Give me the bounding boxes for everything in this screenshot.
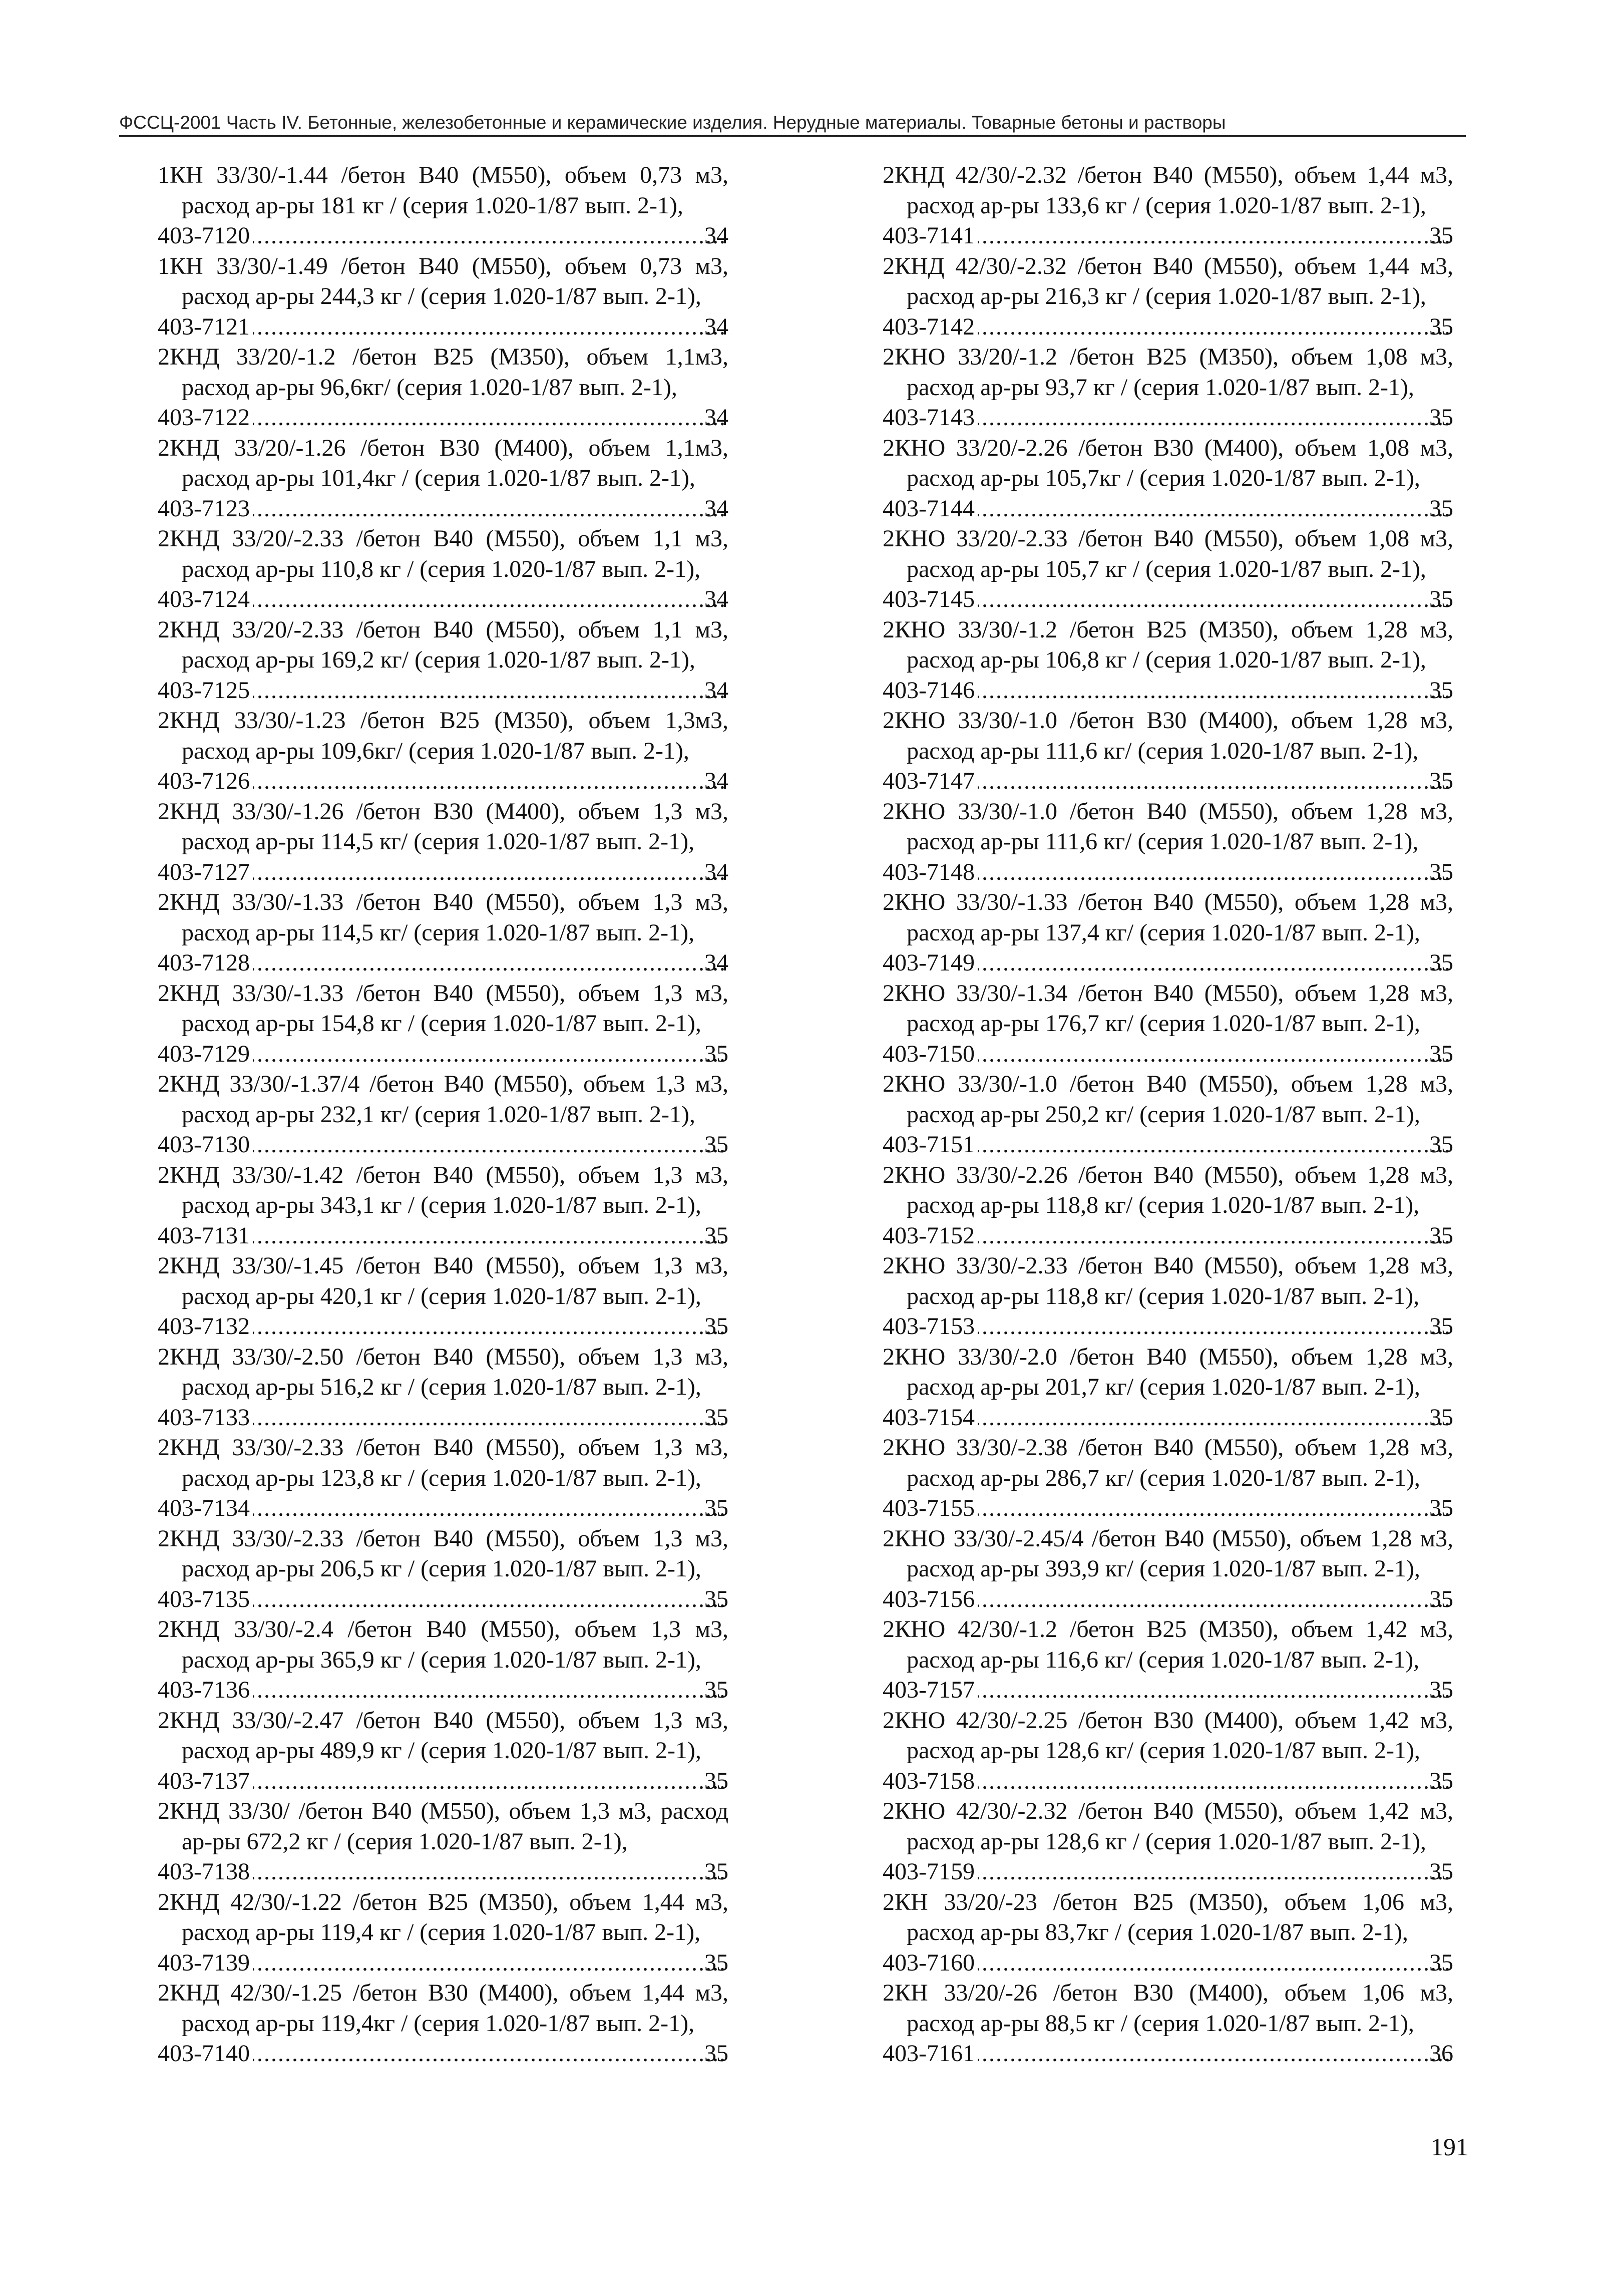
index-entry — [158, 797, 728, 888]
leader-dots — [978, 1675, 1450, 1706]
entry-code: 403-7142 — [883, 313, 975, 340]
entry-tail: 403-7128 ..... 34 — [182, 948, 728, 978]
leader-dots — [253, 312, 725, 343]
entry-tail: 403-7140 ..... 35 — [182, 2039, 728, 2069]
index-entry — [158, 1433, 728, 1524]
entry-text: 2КНО 33/30/-2.38 /бетон В40 (М550), объем 1,28 м3, расход ар-ры 286,7 кг/ (серия 1.020-1/87 вып. 2-1), — [883, 1434, 1453, 1491]
entry-tail: 403-7155 ..... 35 — [907, 1493, 1453, 1524]
entry-code: 403-7131 — [158, 1222, 250, 1249]
entry-tail: 403-7159 ..... 35 — [907, 1857, 1453, 1887]
leader-dots — [253, 948, 725, 978]
entry-code: 403-7151 — [883, 1131, 975, 1158]
entry-code: 403-7153 — [883, 1313, 975, 1340]
entry-tail: 403-7161 ..... 36 — [907, 2039, 1453, 2069]
entry-text: 2КНО 33/30/-1.33 /бетон В40 (М550), объем 1,28 м3, расход ар-ры 137,4 кг/ (серия 1.020-1/87 вып. 2-1), — [883, 889, 1453, 946]
entry-code: 403-7148 — [883, 858, 975, 885]
entry-text: 2КНО 42/30/-2.25 /бетон В30 (М400), объем 1,42 м3, расход ар-ры 128,6 кг/ (серия 1.020-1/87 вып. 2-1), — [883, 1707, 1453, 1764]
index-entry — [158, 1524, 728, 1615]
entry-text: 2КНД 42/30/-2.32 /бетон В40 (М550), объем 1,44 м3, расход ар-ры 133,6 кг / (серия 1.020-1/87 вып. 2-1), — [883, 162, 1453, 219]
leader-dots — [253, 2039, 725, 2069]
entry-tail: 403-7137 ..... 35 — [182, 1766, 728, 1797]
entry-text: 2КНО 33/30/-1.0 /бетон В40 (М550), объем 1,28 м3, расход ар-ры 250,2 кг/ (серия 1.020-1/87 вып. 2-1), — [883, 1071, 1453, 1128]
entry-text: 2КНД 33/30/-2.4 /бетон В40 (М550), объем 1,3 м3, расход ар-ры 365,9 кг / (серия 1.020-1/87 вып. 2-1), — [158, 1616, 728, 1673]
leader-dots — [978, 1948, 1450, 1979]
entry-code: 403-7156 — [883, 1585, 975, 1612]
leader-dots — [978, 1766, 1450, 1797]
index-entry — [883, 797, 1453, 888]
left-column — [158, 160, 728, 2069]
entry-code: 403-7150 — [883, 1040, 975, 1067]
leader-dots — [978, 1039, 1450, 1070]
entry-tail: 403-7147 ..... 35 — [907, 766, 1453, 797]
entry-code: 403-7130 — [158, 1131, 250, 1158]
entry-text: 1КН 33/30/-1.44 /бетон В40 (М550), объем 0,73 м3, расход ар-ры 181 кг / (серия 1.020-1/87 вып. 2-1), — [158, 162, 728, 219]
entry-tail: 403-7126 ..... 34 — [182, 766, 728, 797]
index-entry — [883, 1342, 1453, 1433]
entry-code: 403-7143 — [883, 404, 975, 431]
entry-text: 2КНД 33/30/-1.23 /бетон В25 (М350), объем 1,3м3, расход ар-ры 109,6кг/ (серия 1.020-1/87 вып. 2-1), — [158, 707, 728, 764]
entry-tail: 403-7148 ..... 35 — [907, 857, 1453, 888]
entry-text: 2КНО 33/30/-1.34 /бетон В40 (М550), объем 1,28 м3, расход ар-ры 176,7 кг/ (серия 1.020-1/87 вып. 2-1), — [883, 979, 1453, 1037]
leader-dots — [253, 1130, 725, 1160]
entry-code: 403-7147 — [883, 768, 975, 794]
leader-dots — [253, 766, 725, 797]
index-entry — [158, 160, 728, 251]
index-entry — [158, 1706, 728, 1797]
entry-tail: 403-7152 ..... 35 — [907, 1221, 1453, 1251]
entry-code: 403-7141 — [883, 222, 975, 249]
entry-tail: 403-7146 ..... 35 — [907, 676, 1453, 706]
entry-tail: 403-7158 ..... 35 — [907, 1766, 1453, 1797]
entry-text: 2КНД 33/30/-2.47 /бетон В40 (М550), объем 1,3 м3, расход ар-ры 489,9 кг / (серия 1.020-1/87 вып. 2-1), — [158, 1707, 728, 1764]
entry-tail: 403-7121 ..... 34 — [182, 312, 728, 343]
entry-tail: 403-7124 ..... 34 — [182, 584, 728, 615]
leader-dots — [978, 1130, 1450, 1160]
index-entry — [158, 1069, 728, 1160]
leader-dots — [978, 766, 1450, 797]
entry-text: 2КНД 33/30/ /бетон В40 (М550), объем 1,3 м3, расход ар-ры 672,2 кг / (серия 1.020-1/87 вып. 2-1), — [158, 1798, 728, 1855]
index-entry — [883, 1978, 1453, 2069]
index-entry — [158, 433, 728, 524]
entry-tail: 403-7120 ..... 34 — [182, 221, 728, 251]
entry-text: 1КН 33/30/-1.49 /бетон В40 (М550), объем 0,73 м3, расход ар-ры 244,3 кг / (серия 1.020-1/87 вып. 2-1), — [158, 252, 728, 309]
index-entry — [158, 251, 728, 343]
right-column — [883, 160, 1453, 2069]
entry-tail: 403-7141 ..... 35 — [907, 221, 1453, 251]
leader-dots — [253, 1221, 725, 1251]
entry-code: 403-7159 — [883, 1858, 975, 1885]
entry-code: 403-7122 — [158, 404, 250, 431]
entry-code: 403-7149 — [883, 949, 975, 976]
entry-text: 2КНД 33/30/-1.45 /бетон В40 (М550), объем 1,3 м3, расход ар-ры 420,1 кг / (серия 1.020-1/87 вып. 2-1), — [158, 1252, 728, 1309]
entry-code: 403-7121 — [158, 313, 250, 340]
index-entry — [158, 524, 728, 615]
entry-tail: 403-7142 ..... 35 — [907, 312, 1453, 343]
leader-dots — [978, 1584, 1450, 1615]
entry-text: 2КНД 33/20/-1.26 /бетон В30 (М400), объем 1,1м3, расход ар-ры 101,4кг / (серия 1.020-1/87 вып. 2-1), — [158, 434, 728, 491]
index-entry — [883, 706, 1453, 797]
index-entry — [158, 342, 728, 433]
entry-tail: 403-7134 ..... 35 — [182, 1493, 728, 1524]
leader-dots — [253, 1493, 725, 1524]
entry-code: 403-7144 — [883, 495, 975, 522]
entry-text: 2КНД 42/30/-2.32 /бетон В40 (М550), объем 1,44 м3, расход ар-ры 216,3 кг / (серия 1.020-1/87 вып. 2-1), — [883, 252, 1453, 309]
entry-text: 2КНД 33/20/-2.33 /бетон В40 (М550), объем 1,1 м3, расход ар-ры 110,8 кг / (серия 1.020-1/87 вып. 2-1), — [158, 525, 728, 582]
index-entry — [158, 1160, 728, 1251]
entry-code: 403-7155 — [883, 1495, 975, 1521]
index-entry — [158, 706, 728, 797]
entry-text: 2КНД 33/30/-2.33 /бетон В40 (М550), объем 1,3 м3, расход ар-ры 123,8 кг / (серия 1.020-1/87 вып. 2-1), — [158, 1434, 728, 1491]
index-entry — [883, 887, 1453, 978]
leader-dots — [978, 676, 1450, 706]
leader-dots — [978, 1311, 1450, 1342]
index-entry — [883, 342, 1453, 433]
index-entry — [883, 251, 1453, 343]
index-entry — [883, 1069, 1453, 1160]
entry-tail: 403-7154 ..... 35 — [907, 1403, 1453, 1433]
entry-text: 2КНД 33/30/-2.33 /бетон В40 (М550), объем 1,3 м3, расход ар-ры 206,5 кг / (серия 1.020-1/87 вып. 2-1), — [158, 1525, 728, 1582]
entry-code: 403-7154 — [883, 1404, 975, 1431]
entry-code: 403-7123 — [158, 495, 250, 522]
entry-text: 2КНД 33/20/-1.2 /бетон В25 (М350), объем 1,1м3, расход ар-ры 96,6кг/ (серия 1.020-1/87 вып. 2-1), — [158, 344, 728, 401]
entry-code: 403-7145 — [883, 586, 975, 612]
entry-code: 403-7132 — [158, 1313, 250, 1340]
leader-dots — [253, 1311, 725, 1342]
entry-code: 403-7135 — [158, 1585, 250, 1612]
index-entry — [883, 433, 1453, 524]
entry-text: 2КН 33/20/-23 /бетон В25 (М350), объем 1,06 м3, расход ар-ры 83,7кг / (серия 1.020-1/87 вып. 2-1), — [883, 1888, 1453, 1945]
index-entry — [158, 1887, 728, 1979]
entry-tail: 403-7149 ..... 35 — [907, 948, 1453, 978]
entry-tail: 403-7153 ..... 35 — [907, 1311, 1453, 1342]
entry-code: 403-7160 — [883, 1949, 975, 1976]
entry-tail: 403-7139 ..... 35 — [182, 1948, 728, 1979]
entry-tail: 403-7123 ..... 34 — [182, 494, 728, 524]
entry-code: 403-7134 — [158, 1495, 250, 1521]
index-entry — [158, 1342, 728, 1433]
index-entry — [158, 978, 728, 1070]
entry-tail: 403-7133 ..... 35 — [182, 1403, 728, 1433]
entry-text: 2КНО 33/30/-1.0 /бетон В40 (М550), объем 1,28 м3, расход ар-ры 111,6 кг/ (серия 1.020-1/87 вып. 2-1), — [883, 798, 1453, 855]
leader-dots — [253, 1675, 725, 1706]
entry-text: 2КНО 33/30/-1.2 /бетон В25 (М350), объем 1,28 м3, расход ар-ры 106,8 кг / (серия 1.020-1/87 вып. 2-1), — [883, 616, 1453, 673]
index-entry — [883, 1524, 1453, 1615]
running-header: ФССЦ-2001 Часть IV. Бетонные, железобетонные и керамические изделия. Нерудные материалы. Товарные бетоны и растворы — [119, 112, 1226, 133]
entry-text: 2КНО 33/30/-2.0 /бетон В40 (М550), объем 1,28 м3, расход ар-ры 201,7 кг/ (серия 1.020-1/87 вып. 2-1), — [883, 1343, 1453, 1400]
leader-dots — [253, 403, 725, 433]
entry-text: 2КНО 33/20/-1.2 /бетон В25 (М350), объем 1,08 м3, расход ар-ры 93,7 кг / (серия 1.020-1/87 вып. 2-1), — [883, 344, 1453, 401]
index-entry — [158, 1796, 728, 1887]
index-entry — [883, 160, 1453, 251]
leader-dots — [253, 1403, 725, 1433]
leader-dots — [253, 1948, 725, 1979]
index-entry — [883, 1251, 1453, 1342]
entry-tail: 403-7135 ..... 35 — [182, 1584, 728, 1615]
index-entry — [883, 1433, 1453, 1524]
entry-text: 2КНО 33/30/-2.33 /бетон В40 (М550), объем 1,28 м3, расход ар-ры 118,8 кг/ (серия 1.020-1/87 вып. 2-1), — [883, 1252, 1453, 1309]
leader-dots — [978, 948, 1450, 978]
leader-dots — [978, 2039, 1450, 2069]
index-entry — [158, 1251, 728, 1342]
entry-code: 403-7120 — [158, 222, 250, 249]
entry-tail: 403-7130 ..... 35 — [182, 1130, 728, 1160]
entry-tail: 403-7150 ..... 35 — [907, 1039, 1453, 1070]
index-entry — [883, 1796, 1453, 1887]
entry-tail: 403-7151 ..... 35 — [907, 1130, 1453, 1160]
entry-text: 2КНД 33/20/-2.33 /бетон В40 (М550), объем 1,1 м3, расход ар-ры 169,2 кг/ (серия 1.020-1/87 вып. 2-1), — [158, 616, 728, 673]
index-entry — [158, 1614, 728, 1706]
entry-text: 2КН 33/20/-26 /бетон В30 (М400), объем 1,06 м3, расход ар-ры 88,5 кг / (серия 1.020-1/87 вып. 2-1), — [883, 1980, 1453, 2037]
leader-dots — [253, 1766, 725, 1797]
entry-tail: 403-7145 ..... 35 — [907, 584, 1453, 615]
entry-tail: 403-7157 ..... 35 — [907, 1675, 1453, 1706]
entry-text: 2КНО 42/30/-1.2 /бетон В25 (М350), объем 1,42 м3, расход ар-ры 116,6 кг/ (серия 1.020-1/87 вып. 2-1), — [883, 1616, 1453, 1673]
entry-tail: 403-7143 ..... 35 — [907, 403, 1453, 433]
leader-dots — [978, 1493, 1450, 1524]
entry-tail: 403-7132 ..... 35 — [182, 1311, 728, 1342]
entry-code: 403-7140 — [158, 2040, 250, 2067]
entry-code: 403-7146 — [883, 677, 975, 704]
entry-code: 403-7161 — [883, 2040, 975, 2067]
page-number: 191 — [1431, 2133, 1468, 2161]
entry-tail: 403-7122 ..... 34 — [182, 403, 728, 433]
entry-code: 403-7152 — [883, 1222, 975, 1249]
leader-dots — [978, 221, 1450, 251]
entry-tail: 403-7125 ..... 34 — [182, 676, 728, 706]
entry-text: 2КНД 42/30/-1.25 /бетон В30 (М400), объем 1,44 м3, расход ар-ры 119,4кг / (серия 1.020-1/87 вып. 2-1), — [158, 1980, 728, 2037]
entry-text: 2КНО 42/30/-2.32 /бетон В40 (М550), объем 1,42 м3, расход ар-ры 128,6 кг / (серия 1.020-1/87 вып. 2-1), — [883, 1798, 1453, 1855]
leader-dots — [978, 1857, 1450, 1887]
leader-dots — [978, 857, 1450, 888]
entry-text: 2КНО 33/20/-2.33 /бетон В40 (М550), объем 1,08 м3, расход ар-ры 105,7 кг / (серия 1.020-1/87 вып. 2-1), — [883, 525, 1453, 582]
leader-dots — [253, 676, 725, 706]
entry-code: 403-7133 — [158, 1404, 250, 1431]
entry-tail: 403-7127 ..... 34 — [182, 857, 728, 888]
entry-text: 2КНО 33/30/-2.26 /бетон В40 (М550), объем 1,28 м3, расход ар-ры 118,8 кг/ (серия 1.020-1/87 вып. 2-1), — [883, 1161, 1453, 1218]
entry-text: 2КНД 33/30/-1.33 /бетон В40 (М550), объем 1,3 м3, расход ар-ры 154,8 кг / (серия 1.020-1/87 вып. 2-1), — [158, 979, 728, 1037]
entry-code: 403-7126 — [158, 768, 250, 794]
entry-text: 2КНД 33/30/-1.42 /бетон В40 (М550), объем 1,3 м3, расход ар-ры 343,1 кг / (серия 1.020-1/87 вып. 2-1), — [158, 1161, 728, 1218]
leader-dots — [978, 1403, 1450, 1433]
entry-code: 403-7127 — [158, 858, 250, 885]
index-entry — [883, 1887, 1453, 1979]
entry-text: 2КНО 33/20/-2.26 /бетон В30 (М400), объем 1,08 м3, расход ар-ры 105,7кг / (серия 1.020-1/87 вып. 2-1), — [883, 434, 1453, 491]
leader-dots — [253, 494, 725, 524]
entry-text: 2КНД 33/30/-1.33 /бетон В40 (М550), объем 1,3 м3, расход ар-ры 114,5 кг/ (серия 1.020-1/87 вып. 2-1), — [158, 889, 728, 946]
entry-text: 2КНД 33/30/-1.37/4 /бетон В40 (М550), объем 1,3 м3, расход ар-ры 232,1 кг/ (серия 1.020-1/87 вып. 2-1), — [158, 1071, 728, 1128]
entry-code: 403-7139 — [158, 1949, 250, 1976]
index-entry — [883, 615, 1453, 706]
leader-dots — [253, 221, 725, 251]
entry-text: 2КНД 42/30/-1.22 /бетон В25 (М350), объем 1,44 м3, расход ар-ры 119,4 кг / (серия 1.020-1/87 вып. 2-1), — [158, 1888, 728, 1945]
entry-text: 2КНО 33/30/-2.45/4 /бетон В40 (М550), объем 1,28 м3, расход ар-ры 393,9 кг/ (серия 1.020-1/87 вып. 2-1), — [883, 1525, 1453, 1582]
header-rule — [119, 135, 1466, 137]
index-entry — [883, 1160, 1453, 1251]
entry-text: 2КНД 33/30/-1.26 /бетон В30 (М400), объем 1,3 м3, расход ар-ры 114,5 кг/ (серия 1.020-1/87 вып. 2-1), — [158, 798, 728, 855]
entry-text: 2КНО 33/30/-1.0 /бетон В30 (М400), объем 1,28 м3, расход ар-ры 111,6 кг/ (серия 1.020-1/87 вып. 2-1), — [883, 707, 1453, 764]
leader-dots — [253, 1857, 725, 1887]
index-entry — [158, 615, 728, 706]
leader-dots — [978, 1221, 1450, 1251]
entry-tail: 403-7156 ..... 35 — [907, 1584, 1453, 1615]
index-entry — [158, 887, 728, 978]
entry-tail: 403-7138 ..... 35 — [182, 1857, 728, 1887]
entry-code: 403-7157 — [883, 1677, 975, 1703]
entry-code: 403-7124 — [158, 586, 250, 612]
leader-dots — [978, 584, 1450, 615]
index-entry — [158, 1978, 728, 2069]
leader-dots — [253, 1039, 725, 1070]
leader-dots — [978, 494, 1450, 524]
entry-code: 403-7138 — [158, 1858, 250, 1885]
entry-tail: 403-7144 ..... 35 — [907, 494, 1453, 524]
index-entry — [883, 978, 1453, 1070]
index-entry — [883, 1614, 1453, 1706]
entry-tail: 403-7136 ..... 35 — [182, 1675, 728, 1706]
leader-dots — [978, 403, 1450, 433]
entry-code: 403-7137 — [158, 1767, 250, 1794]
entry-text: 2КНД 33/30/-2.50 /бетон В40 (М550), объем 1,3 м3, расход ар-ры 516,2 кг / (серия 1.020-1/87 вып. 2-1), — [158, 1343, 728, 1400]
index-entry — [883, 1706, 1453, 1797]
leader-dots — [253, 584, 725, 615]
leader-dots — [253, 1584, 725, 1615]
entry-code: 403-7128 — [158, 949, 250, 976]
leader-dots — [978, 312, 1450, 343]
index-entry — [883, 524, 1453, 615]
entry-tail: 403-7131 ..... 35 — [182, 1221, 728, 1251]
leader-dots — [253, 857, 725, 888]
entry-code: 403-7136 — [158, 1677, 250, 1703]
entry-code: 403-7158 — [883, 1767, 975, 1794]
entry-code: 403-7125 — [158, 677, 250, 704]
entry-tail: 403-7129 ..... 35 — [182, 1039, 728, 1070]
entry-code: 403-7129 — [158, 1040, 250, 1067]
entry-tail: 403-7160 ..... 35 — [907, 1948, 1453, 1979]
